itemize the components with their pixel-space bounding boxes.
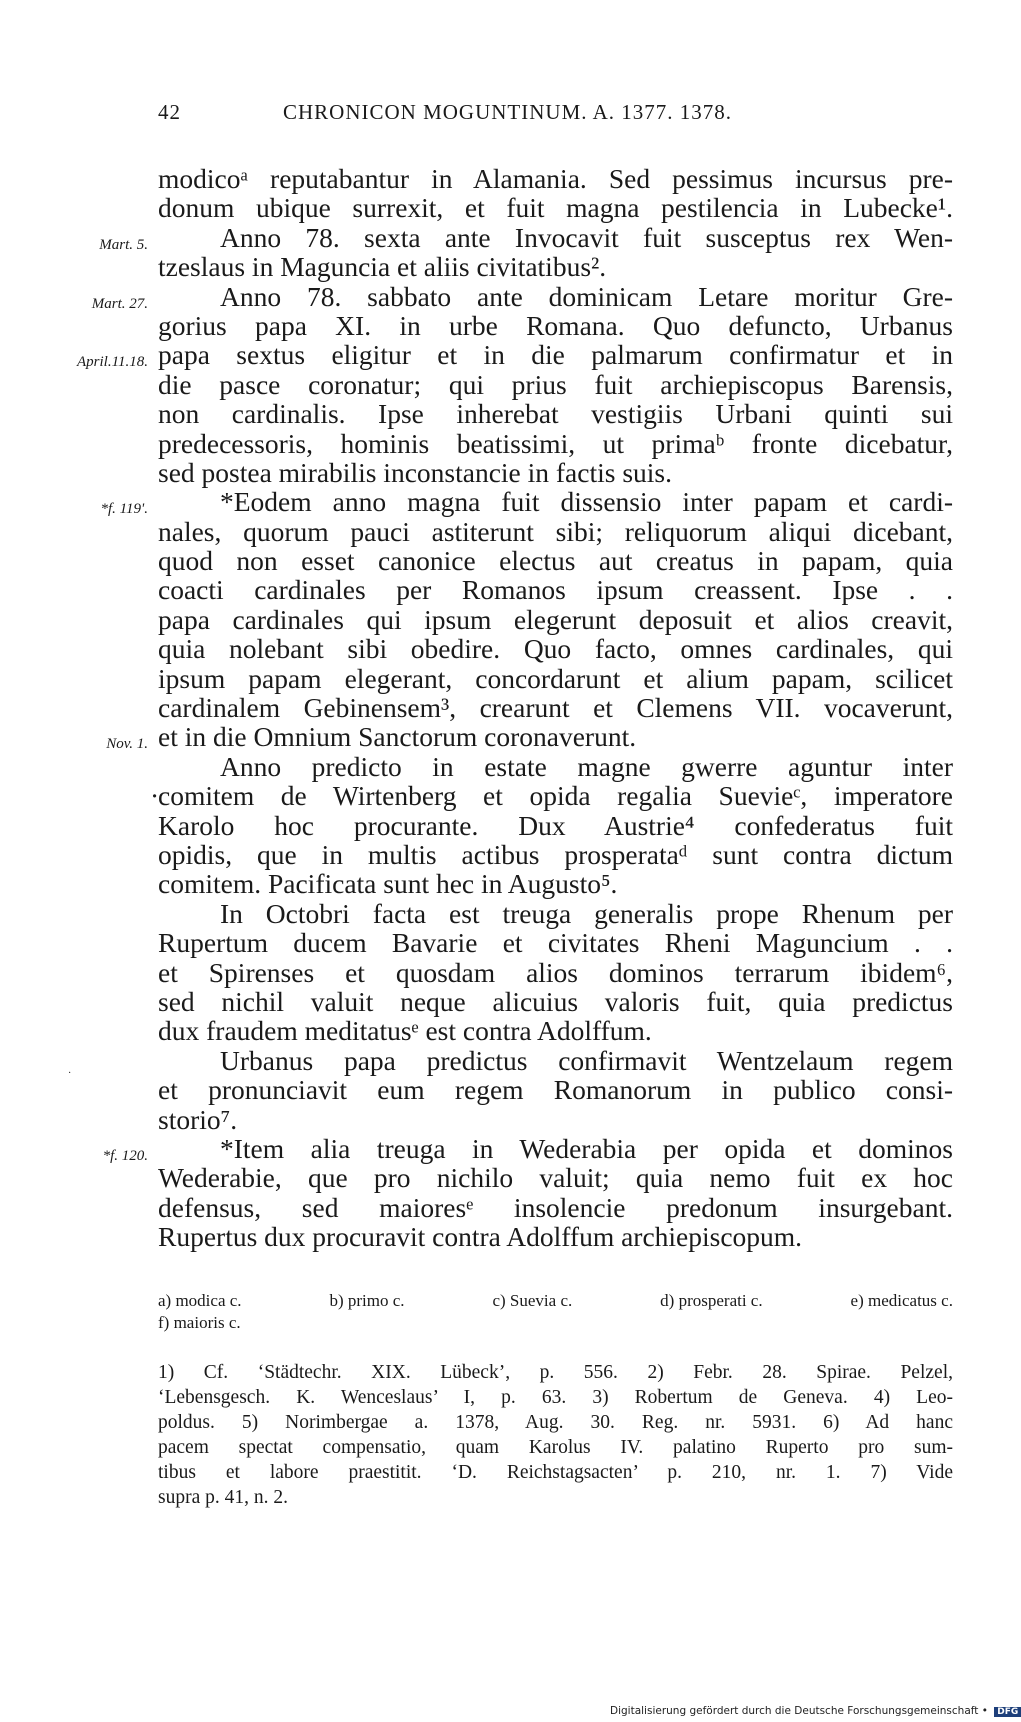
text-line: dux fraudem meditatusᵉ est contra Adolffum.	[158, 1015, 652, 1047]
stray-mark: ·	[68, 1068, 72, 1079]
critical-apparatus	[158, 1290, 953, 1334]
margin-note: April.11.18.	[77, 354, 148, 371]
margin-note: Mart. 27.	[91, 295, 148, 312]
text-line: donum ubique surrexit, et fuit magna pestilencia in Lubecke¹.	[158, 192, 953, 224]
apparatus-row	[158, 1290, 953, 1312]
text-line: et in die Omnium Sanctorum coronaverunt.	[158, 721, 637, 753]
apparatus-note: c) Suevia c.	[492, 1291, 573, 1310]
entry-april	[77, 339, 953, 371]
text-line: *Item alia treuga in Wederabia per opida et dominos	[220, 1132, 953, 1164]
text-line: cardinalem Gebinensem³, crearunt et Clemens VII. vocaverunt,	[158, 692, 953, 724]
footnote-line: ‘Lebensgesch. K. Wenceslaus’ I, p. 63. 3) Robertum de Geneva. 4) Leo-	[158, 1387, 953, 1408]
text-line: quia nolebant sibi obedire. Quo facto, omnes cardinales, qui	[158, 633, 953, 665]
text-line: tzeslaus in Maguncia et aliis civitatibus².	[158, 251, 607, 283]
text-line: et Spirenses et quosdam alios dominos terrarum ibidem⁶,	[158, 956, 953, 988]
text-line: Rupertum ducem Bavarie et civitates Rheni Maguncium . .	[158, 927, 953, 959]
text-line: *Eodem anno magna fuit dissensio inter papam et cardi-	[220, 486, 953, 518]
text-line: Anno 78. sexta ante Invocavit fuit susceptus rex Wen-	[220, 221, 953, 253]
text-line: comitem. Pacificata sunt hec in Augusto⁵.	[158, 868, 618, 900]
text-line: opidis, que in multis actibus prosperataᵈ sunt contra dictum	[158, 838, 953, 870]
dfg-logo: DFG	[994, 1707, 1021, 1717]
text-line: gorius papa XI. in urbe Romana. Quo defuncto, Urbanus	[158, 309, 953, 341]
apparatus-note: d) prosperati c.	[660, 1291, 763, 1310]
text-line: storio⁷.	[158, 1103, 238, 1135]
entry-nov-1	[106, 721, 953, 753]
footnotes	[158, 1360, 953, 1510]
text-line: Urbanus papa predictus confirmavit Wentzelaum regem	[220, 1044, 953, 1076]
text-line: Rupertus dux procuravit contra Adolffum archiepiscopum.	[158, 1221, 803, 1253]
footnote-line: 1) Cf. ‘Städtechr. XIX. Lübeck’, p. 556. 2) Febr. 28. Spirae. Pelzel,	[158, 1362, 953, 1383]
text-line: ipsum papam elegerant, concordarunt et alium papam, scilicet	[158, 662, 953, 694]
text-line: papa cardinales qui ipsum elegerunt deposuit et alios creavit,	[158, 603, 953, 635]
digitization-credit	[610, 1705, 1021, 1717]
entry-f120	[102, 1132, 953, 1164]
text-line: predecessoris, hominis beatissimi, ut primaᵇ fronte dicebatur,	[158, 427, 953, 459]
entry-f119	[100, 486, 953, 518]
footnote-line: tibus et labore praestitit. ‘D. Reichstagsacten’ p. 210, nr. 1. 7) Vide	[158, 1462, 953, 1483]
text-line: Wederabie, que pro nichilo valuit; quia nemo fuit ex hoc	[158, 1162, 953, 1194]
text-line: sed nichil valuit neque alicuius valoris fuit, quia predictus	[158, 985, 953, 1017]
text-line: nales, quorum pauci astiterunt sibi; reliquorum aliqui dicebant,	[158, 515, 953, 547]
text-line: coacti cardinales per Romanos ipsum creassent. Ipse . .	[158, 574, 953, 606]
credit-text: Digitalisierung gefördert durch die Deutsche Forschungsgemeinschaft •	[610, 1705, 988, 1717]
footnote-line: supra p. 41, n. 2.	[158, 1487, 288, 1508]
entry-mart-27	[91, 280, 953, 312]
text-line: Anno predicto in estate magne gwerre aguntur inter	[220, 750, 953, 782]
text-line: Anno 78. sabbato ante dominicam Letare moritur Gre-	[220, 280, 953, 312]
apparatus-note: a) modica c.	[158, 1291, 242, 1310]
apparatus-note: e) medicatus c.	[850, 1291, 953, 1310]
margin-note: *f. 119'.	[100, 501, 148, 518]
text-line: modicoᵃ reputabantur in Alamania. Sed pessimus incursus pre-	[158, 163, 953, 194]
margin-note: Nov. 1.	[106, 736, 148, 753]
apparatus-note: f) maioris c.	[158, 1313, 241, 1332]
body-text	[77, 163, 953, 1253]
footnote-line: poldus. 5) Norimbergae a. 1378, Aug. 30. Reg. nr. 5931. 6) Ad hanc	[158, 1412, 953, 1433]
text-line: et pronunciavit eum regem Romanorum in publico consi-	[158, 1074, 953, 1106]
entry-mart-5	[99, 221, 953, 253]
text-line: In Octobri facta est treuga generalis prope Rhenum per	[220, 897, 953, 929]
margin-note: Mart. 5.	[99, 236, 148, 253]
running-title: CHRONICON MOGUNTINUM. A. 1377. 1378.	[283, 100, 733, 124]
text-line: die pasce coronatur; qui prius fuit archiepiscopus Barensis,	[158, 368, 953, 400]
margin-note: *f. 120.	[102, 1147, 148, 1164]
footnote-line: pacem spectat compensatio, quam Karolus IV. palatino Ruperto pro sum-	[158, 1437, 953, 1458]
text-line: comitem de Wirtenberg et opida regalia Suevieᶜ, imperatore	[158, 780, 953, 812]
text-line: sed postea mirabilis inconstancie in factis suis.	[158, 456, 672, 488]
text-line: quod non esset canonice electus aut creatus in papam, quia	[158, 545, 953, 577]
text-line: Karolo hoc procurante. Dux Austrie⁴ confederatus fuit	[158, 809, 953, 841]
page-number: 42	[158, 100, 181, 124]
text-line: defensus, sed maioresᵉ insolencie predonum insurgebant.	[158, 1191, 953, 1223]
apparatus-note: b) primo c.	[329, 1291, 405, 1310]
text-line: papa sextus eligitur et in die palmarum confirmatur et in	[158, 339, 953, 371]
text-line: non cardinalis. Ipse inherebat vestigiis Urbani quinti sui	[158, 398, 953, 430]
text-line-marked	[150, 780, 953, 812]
line-dot-mark: ·	[150, 780, 160, 812]
